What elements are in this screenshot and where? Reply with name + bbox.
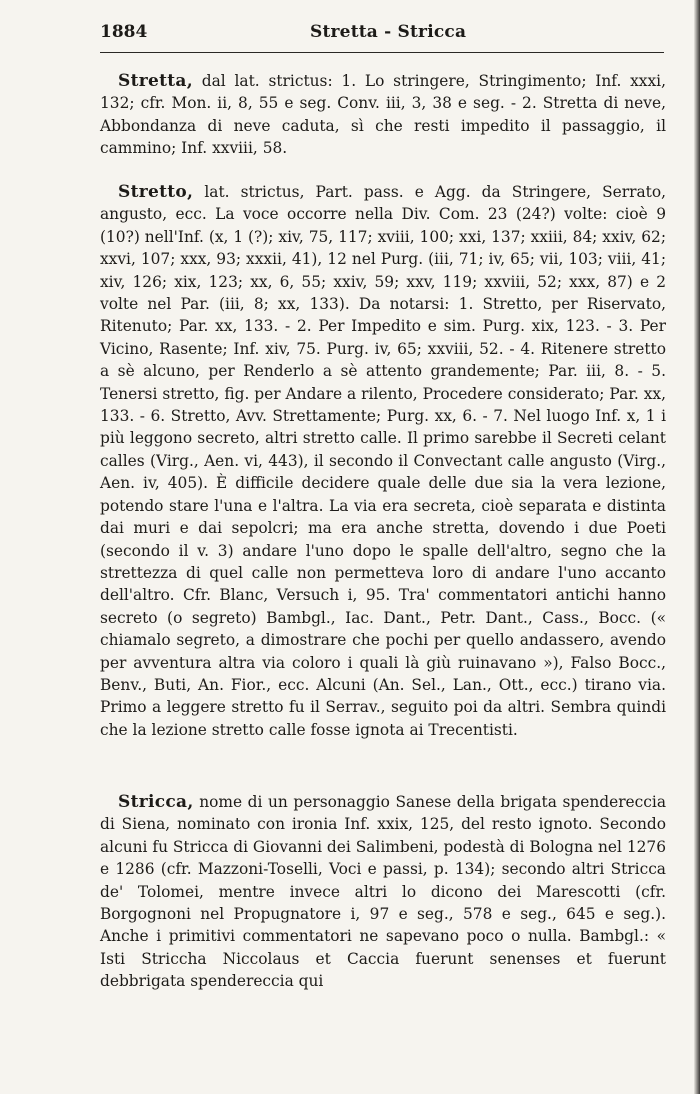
entry-headword: Stretto, xyxy=(118,182,194,202)
page-header xyxy=(100,22,664,52)
entry-body: dal lat. strictus: 1. Lo stringere, Stringimento; Inf. xxxi, 132; cfr. Mon. ii, 8, 55 e seg. Conv. iii, 3, 38 e seg. - 2. Stretta di neve, Abbondanza di neve caduta, sì che resti impedito il passaggio, il cammino; Inf. xxviii, 58. xyxy=(100,72,666,158)
entry-body: nome di un personaggio Sanese della brigata spendereccia di Siena, nominato con ironia Inf. xxix, 125, del resto ignoto. Secondo alcuni fu Stricca di Giovanni dei Salimbeni, podestà di Bologna nel 1276 e 1286 (cfr. Mazzoni-Toselli, Voci e passi, p. 134); secondo altri Stricca de' Tolomei, mentre invece altri lo dicono dei Marescotti (cfr. Borgognoni nel Propugnatore i, 97 e seg., 578 e seg., 645 e seg.). Anche i primitivi commentatori ne sapevano poco o nulla. Bambgl.: « Isti Striccha Niccolaus et Caccia fuerunt senenses et fuerunt debbrigata spendereccia qui xyxy=(100,793,666,991)
book-spine-shadow xyxy=(694,0,700,1094)
dictionary-entry-stretto xyxy=(100,181,666,741)
entry-headword: Stretta, xyxy=(118,71,193,91)
entry-body: lat. strictus, Part. pass. e Agg. da Stringere, Serrato, angusto, ecc. La voce occorre nella Div. Com. 23 (24?) volte: cioè 9 (10?) nell'Inf. (x, 1 (?); xiv, 75, 117; xviii, 100; xxi, 137; xxiii, 84; xxiv, 62; xxvi, 107; xxx, 93; xxxii, 41), 12 nel Purg. (iii, 71; iv, 65; vii, 103; viii, 41; xiv, 126; xix, 123; xx, 6, 55; xxiv, 59; xxv, 119; xxviii, 52; xxx, 87) e 2 volte nel Par. (iii, 8; xx, 133). Da notarsi: 1. Stretto, per Riservato, Ritenuto; Par. xx, 133. - 2. Per Impedito e sim. Purg. xix, 123. - 3. Per Vicino, Rasente; Inf. xiv, 75. Purg. iv, 65; xxviii, 52. - 4. Ritenere stretto a sè alcuno, per Renderlo a sè attento grandemente; Par. iii, 8. - 5. Tenersi stretto, fig. per Andare a rilento, Procedere considerato; Par. xx, 133. - 6. Stretto, Avv. Strettamente; Purg. xx, 6. - 7. Nel luogo Inf. x, 1 i più leggono secreto, altri stretto calle. Il primo sarebbe il Secreti celant calles (Virg., Aen. vi, 443), il secondo il Convectant calle angusto (Virg., Aen. iv, 405). È difficile decidere quale delle due sia la vera lezione, potendo stare l'una e l'altra. La via era secreta, cioè separata e distinta dai muri e dai sepolcri; ma era anche stretta, dovendo i due Poeti (secondo il v. 3) andare l'uno dopo le spalle dell'altro, segno che la strettezza di quel calle non permetteva loro di andare l'uno accanto dell'altro. Cfr. Blanc, Versuch i, 95. Tra' commentatori antichi hanno secreto (o segreto) Bambgl., Iac. Dant., Petr. Dant., Cass., Bocc. (« chiamalo segreto, a dimostrare che pochi per quello andassero, avendo per avventura altra via coloro i quali là giù ruinavano »), Falso Bocc., Benv., Buti, An. Fior., ecc. Alcuni (An. Sel., Lan., Ott., ecc.) tirano via. Primo a leggere stretto fu il Serrav., seguito poi da altri. Sembra quindi che la lezione stretto calle fosse ignota ai Trecentisti. xyxy=(100,183,666,739)
dictionary-entry-stretta xyxy=(100,70,666,160)
page-number: 1884 xyxy=(100,22,148,42)
running-title: Stretta - Stricca xyxy=(310,22,467,42)
dictionary-entry-stricca xyxy=(100,791,666,993)
header-rule xyxy=(100,52,664,53)
entry-headword: Stricca, xyxy=(118,792,194,812)
